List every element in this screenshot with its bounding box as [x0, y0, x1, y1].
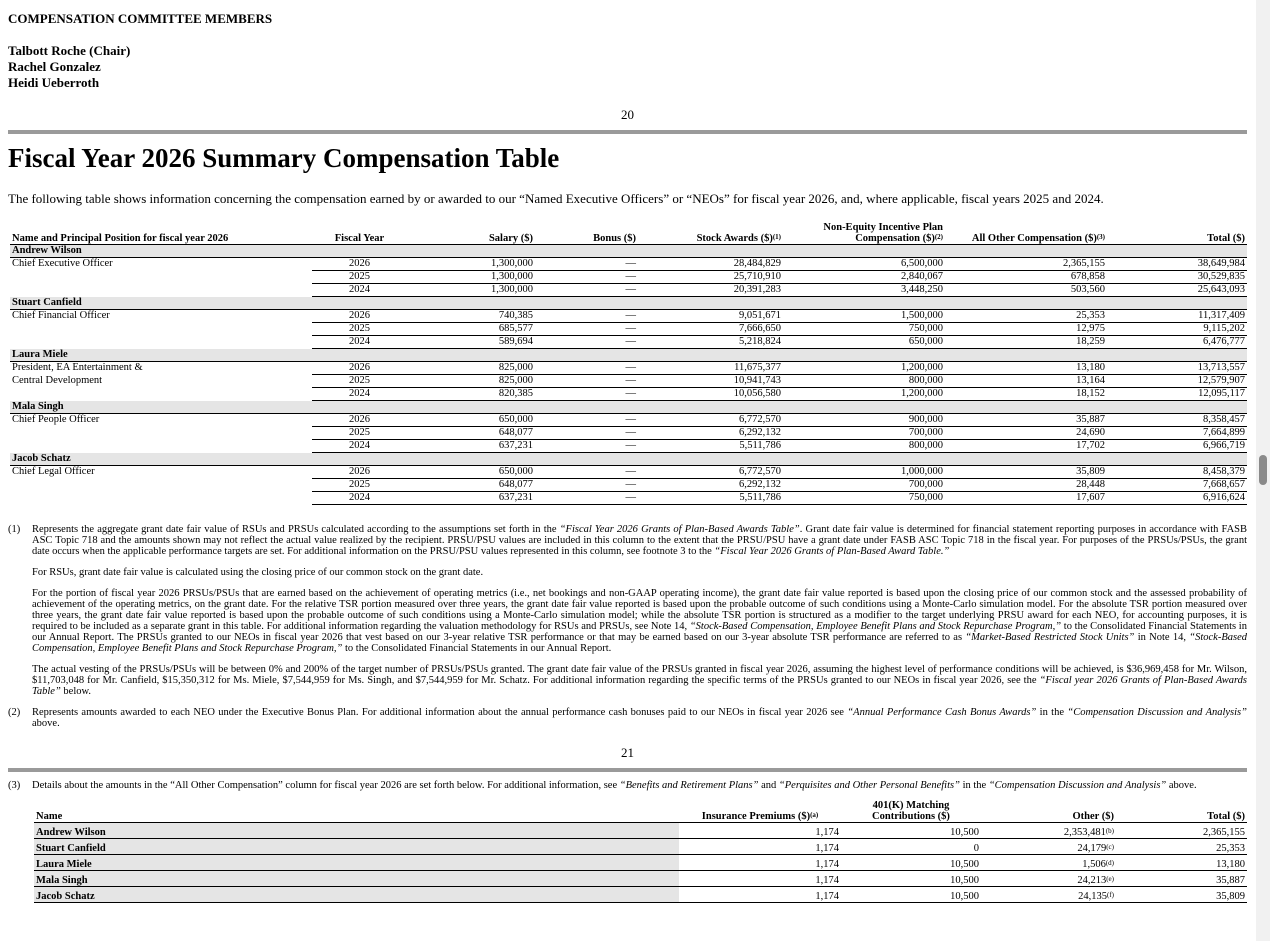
- table-cell: 650,000: [407, 466, 535, 479]
- table-cell: 1,200,000: [783, 362, 945, 375]
- table-cell: 2025: [312, 375, 407, 388]
- executive-name: Stuart Canfield: [34, 839, 679, 855]
- table-cell: 2026: [312, 258, 407, 271]
- table-cell: 7,664,899: [1107, 427, 1247, 440]
- table-cell: 800,000: [783, 375, 945, 388]
- table-cell: —: [535, 466, 638, 479]
- compensation-row: [10, 271, 1247, 284]
- table-cell: 2024: [312, 284, 407, 297]
- compensation-row: [10, 388, 1247, 401]
- table-cell: 685,577: [407, 323, 535, 336]
- table-cell: —: [535, 492, 638, 505]
- table-cell: 38,649,984: [1107, 258, 1247, 271]
- compensation-row: [10, 284, 1247, 297]
- principal-position: [10, 440, 312, 453]
- table-cell: 6,772,570: [638, 466, 783, 479]
- table-cell: 25,643,093: [1107, 284, 1247, 297]
- table-cell: 20,391,283: [638, 284, 783, 297]
- table-cell: 1,174: [679, 871, 841, 887]
- compensation-row: [10, 466, 1247, 479]
- table-cell: 7,666,650: [638, 323, 783, 336]
- header-bonus: Bonus ($): [535, 222, 638, 245]
- table-cell: 6,772,570: [638, 414, 783, 427]
- table-cell: —: [535, 414, 638, 427]
- table-cell: 35,809: [945, 466, 1107, 479]
- table-cell: 2025: [312, 427, 407, 440]
- table-cell: 589,694: [407, 336, 535, 349]
- table-cell: 2025: [312, 323, 407, 336]
- committee-heading: COMPENSATION COMMITTEE MEMBERS: [8, 11, 273, 26]
- table-cell: 9,051,671: [638, 310, 783, 323]
- table-cell: 648,077: [407, 479, 535, 492]
- table-cell: 25,710,910: [638, 271, 783, 284]
- header-other: Other ($): [981, 800, 1116, 823]
- summary-table-body: [10, 245, 1247, 505]
- scrollbar-track[interactable]: [1256, 0, 1270, 941]
- table-cell: 1,174: [679, 839, 841, 855]
- table-cell: 648,077: [407, 427, 535, 440]
- table-cell: 1,174: [679, 855, 841, 871]
- table-cell: 6,966,719: [1107, 440, 1247, 453]
- header-name: Name: [34, 800, 679, 823]
- table-cell: 1,300,000: [407, 258, 535, 271]
- executive-name-row: [10, 401, 1247, 414]
- table-cell: 700,000: [783, 427, 945, 440]
- footnote-1-prsu-paragraph: For the portion of fiscal year 2026 PRSUs/PSUs that are earned based on the achievement of operating metrics (i.e., net bookings and non-GAAP operating income), the grant date fair value reported is based upon the closing price of our common stock and the assessed probability of achievement of the operating metrics, on the grant date. For the relative TSR portion measured over three years, the grant date fair value reported is based upon the probable outcome of such conditions using a Monte-Carlo simulation model. For the absolute TSR portion measured over three years, the grant date fair value reported is based upon the probable outcome of such conditions using a Monte-Carlo simulation model; while the absolute TSR portion is structured as a modifier to the target underlying PRSU award for each NEO, for accounting purposes, it is required to be included as a separate grant in this table. For additional information regarding the valuation methodology for RSUs and PRSUs, see Note 14, “Stock-Based Compensation, Employee Benefit Plans and Stock Repurchase Program,” to the Consolidated Financial Statements in our Annual Report. The PRSUs granted to our NEOs in fiscal year 2026 that vest based on our 3-year relative TSR performance or that may be earned based on our 3-year absolute TSR performance are referred to as “Market-Based Restricted Stock Units” in Note 14, “Stock-Based Compensation, Employee Benefit Plans and Stock Repurchase Program,” to the Consolidated Financial Statements in our Annual Report.: [32, 588, 1247, 654]
- table-cell: 825,000: [407, 375, 535, 388]
- scrollbar-thumb[interactable]: [1259, 455, 1267, 485]
- compensation-row: [10, 323, 1247, 336]
- table-cell: 10,500: [841, 871, 981, 887]
- executive-name: Mala Singh: [10, 401, 1247, 414]
- table-cell: 2026: [312, 414, 407, 427]
- table-cell: 1,174: [679, 823, 841, 839]
- table-cell: 10,500: [841, 855, 981, 871]
- table-cell: 13,164: [945, 375, 1107, 388]
- table-cell: 1,000,000: [783, 466, 945, 479]
- table-cell: 1,500,000: [783, 310, 945, 323]
- footnote-1-rsu-paragraph: For RSUs, grant date fair value is calculated using the closing price of our common stock on the grant date.: [32, 567, 484, 578]
- table-cell: 25,353: [945, 310, 1107, 323]
- principal-position: [10, 492, 312, 505]
- principal-position: [10, 427, 312, 440]
- executive-name: Laura Miele: [34, 855, 679, 871]
- table-cell: 1,174: [679, 887, 841, 903]
- table-cell: 10,056,580: [638, 388, 783, 401]
- principal-position: [10, 271, 312, 284]
- table-cell: —: [535, 388, 638, 401]
- header-salary: Salary ($): [407, 222, 535, 245]
- table-cell: 6,916,624: [1107, 492, 1247, 505]
- table-cell: 30,529,835: [1107, 271, 1247, 284]
- table-cell: 678,858: [945, 271, 1107, 284]
- table-cell: —: [535, 479, 638, 492]
- table-cell: 2024: [312, 336, 407, 349]
- table-cell: 5,511,786: [638, 492, 783, 505]
- table-cell: 2026: [312, 466, 407, 479]
- compensation-row: [10, 440, 1247, 453]
- executive-name: Andrew Wilson: [34, 823, 679, 839]
- table-cell: 10,500: [841, 823, 981, 839]
- intro-paragraph: The following table shows information concerning the compensation earned by or awarded to our “Named Executive Officers” or “NEOs” for fiscal year 2026, and, where applicable, fiscal years 2025 and 2024.: [8, 191, 1104, 206]
- compensation-row: [10, 362, 1247, 375]
- table-cell: 2024: [312, 440, 407, 453]
- header-total: Total ($): [1107, 222, 1247, 245]
- table-cell: 1,506$^{(d)}$: [981, 855, 1116, 871]
- table-cell: 6,500,000: [783, 258, 945, 271]
- table-cell: 24,213$^{(e)}$: [981, 871, 1116, 887]
- executive-name: Jacob Schatz: [34, 887, 679, 903]
- table-cell: 24,690: [945, 427, 1107, 440]
- table-cell: —: [535, 427, 638, 440]
- table-cell: 12,975: [945, 323, 1107, 336]
- footnote-1: (1) Represents the aggregate grant date fair value of RSUs and PRSUs calculated according to the assumptions set forth in the “Fiscal Year 2026 Grants of Plan-Based Awards Table”. Grant date fair value is determined for financial statement reporting purposes in accordance with FASB ASC Topic 718 and the amounts shown may not reflect the actual value realized by the recipient. PRSU/PSU values are included in this column to the extent that the PRSU/PSU have a grant date under FASB ASC Topic 718 in the fiscal year. For purposes of the PRSUs/PSUs, the grant date occurs when the applicable performance targets are set. For additional information on the PRSU/PSU values represented in this column, see footnote 3 to the “Fiscal Year 2026 Grants of Plan-Based Award Table.”: [8, 524, 1248, 557]
- table-cell: 750,000: [783, 492, 945, 505]
- table-cell: 11,675,377: [638, 362, 783, 375]
- table-cell: —: [535, 284, 638, 297]
- table-cell: 0: [841, 839, 981, 855]
- table-cell: 24,179$^{(c)}$: [981, 839, 1116, 855]
- table-cell: 35,809: [1116, 887, 1247, 903]
- page-divider: [8, 768, 1247, 772]
- table-cell: —: [535, 336, 638, 349]
- table-cell: 13,180: [1116, 855, 1247, 871]
- table-cell: 750,000: [783, 323, 945, 336]
- principal-position: [10, 388, 312, 401]
- executive-name-row: [10, 349, 1247, 362]
- table-cell: 2026: [312, 310, 407, 323]
- table-header-row: [10, 222, 1247, 245]
- table-cell: —: [535, 310, 638, 323]
- principal-position: [10, 284, 312, 297]
- table-cell: 2,365,155: [1116, 823, 1247, 839]
- executive-name: Jacob Schatz: [10, 453, 1247, 466]
- page-title: Fiscal Year 2026 Summary Compensation Table: [8, 143, 560, 173]
- table-cell: 10,941,743: [638, 375, 783, 388]
- table-cell: 700,000: [783, 479, 945, 492]
- table-cell: 10,500: [841, 887, 981, 903]
- table-cell: —: [535, 362, 638, 375]
- table-cell: 5,511,786: [638, 440, 783, 453]
- table-cell: 2026: [312, 362, 407, 375]
- table-cell: 820,385: [407, 388, 535, 401]
- executive-name: Stuart Canfield: [10, 297, 1247, 310]
- table-row: [34, 839, 1247, 855]
- compensation-row: [10, 479, 1247, 492]
- executive-name-row: [10, 453, 1247, 466]
- executive-name-row: [10, 297, 1247, 310]
- table-cell: 2,840,067: [783, 271, 945, 284]
- table-cell: 11,317,409: [1107, 310, 1247, 323]
- compensation-row: [10, 414, 1247, 427]
- table-cell: 650,000: [783, 336, 945, 349]
- table-cell: 1,300,000: [407, 284, 535, 297]
- header-insurance: Insurance Premiums ($)$^{(a)}$: [679, 800, 841, 823]
- table-cell: 8,458,379: [1107, 466, 1247, 479]
- header-total: Total ($): [1116, 800, 1247, 823]
- header-fiscal-year: Fiscal Year: [312, 222, 407, 245]
- table-row: [34, 871, 1247, 887]
- principal-position: President, EA Entertainment &: [12, 362, 143, 373]
- executive-name-row: [10, 245, 1247, 258]
- table-cell: 28,448: [945, 479, 1107, 492]
- table-cell: 825,000: [407, 362, 535, 375]
- executive-name: Andrew Wilson: [10, 245, 1247, 258]
- page-divider: [8, 130, 1247, 134]
- table-cell: 1,300,000: [407, 271, 535, 284]
- committee-member: Heidi Ueberroth: [8, 75, 100, 90]
- table-cell: 2025: [312, 271, 407, 284]
- header-name-position: Name and Principal Position for fiscal year 2026: [10, 222, 312, 245]
- principal-position: Chief Executive Officer: [12, 258, 113, 269]
- footnote-1-vesting-paragraph: The actual vesting of the PRSUs/PSUs will be between 0% and 200% of the target number of PRSUs/PSUs granted. The grant date fair value of the PRSUs granted in fiscal year 2026, assuming the highest level of performance conditions will be achieved, is $36,969,458 for Mr. Wilson, $11,703,048 for Mr. Canfield, $15,350,312 for Ms. Miele, $7,544,959 for Ms. Singh, and $7,544,959 for Mr. Schatz. For additional information regarding the specific terms of the PRSUs granted to our NEOs in fiscal year 2026, see the “Fiscal year 2026 Grants of Plan-Based Awards Table” below.: [32, 664, 1247, 697]
- table-row: [34, 823, 1247, 839]
- compensation-row: [10, 427, 1247, 440]
- compensation-row: [10, 492, 1247, 505]
- table-cell: 8,358,457: [1107, 414, 1247, 427]
- header-stock-awards: Stock Awards ($)$^{(1)}$: [638, 222, 783, 245]
- principal-position: Chief Legal Officer: [12, 466, 95, 477]
- table-cell: 18,152: [945, 388, 1107, 401]
- footnote-3: (3) Details about the amounts in the “All Other Compensation” column for fiscal year 2026 are set forth below. For additional information, see “Benefits and Retirement Plans” and “Perquisites and Other Personal Benefits” in the “Compensation Discussion and Analysis” above.: [8, 780, 1197, 791]
- compensation-row: [10, 375, 1247, 388]
- executive-name: Mala Singh: [34, 871, 679, 887]
- table-cell: 28,484,829: [638, 258, 783, 271]
- table-cell: 5,218,824: [638, 336, 783, 349]
- table-cell: 503,560: [945, 284, 1107, 297]
- table-header-row: [34, 800, 1247, 823]
- table-cell: 2025: [312, 479, 407, 492]
- table-cell: 17,702: [945, 440, 1107, 453]
- table-cell: 1,200,000: [783, 388, 945, 401]
- table-cell: 13,713,557: [1107, 362, 1247, 375]
- table-cell: 6,476,777: [1107, 336, 1247, 349]
- committee-member: Talbott Roche (Chair): [8, 43, 131, 58]
- table-cell: 2,365,155: [945, 258, 1107, 271]
- compensation-row: [10, 258, 1247, 271]
- table-cell: 24,135$^{(f)}$: [981, 887, 1116, 903]
- aoc-table-body: [34, 823, 1247, 903]
- table-cell: 25,353: [1116, 839, 1247, 855]
- table-cell: 2024: [312, 388, 407, 401]
- principal-position: Central Development: [12, 374, 103, 386]
- table-cell: 800,000: [783, 440, 945, 453]
- header-non-equity: Non-Equity Incentive Plan Compensation ($)$^{(2)}$: [783, 222, 945, 245]
- table-cell: —: [535, 271, 638, 284]
- table-cell: 3,448,250: [783, 284, 945, 297]
- table-cell: 2024: [312, 492, 407, 505]
- table-row: [34, 887, 1247, 903]
- table-cell: 12,095,117: [1107, 388, 1247, 401]
- table-cell: 650,000: [407, 414, 535, 427]
- table-cell: 12,579,907: [1107, 375, 1247, 388]
- table-cell: 7,668,657: [1107, 479, 1247, 492]
- table-cell: —: [535, 323, 638, 336]
- principal-position: Chief Financial Officer: [12, 310, 110, 321]
- compensation-row: [10, 310, 1247, 323]
- footnote-2: (2) Represents amounts awarded to each NEO under the Executive Bonus Plan. For additional information about the annual performance cash bonuses paid to our NEOs in fiscal year 2026 see “Annual Performance Cash Bonus Awards” in the “Compensation Discussion and Analysis” above.: [8, 707, 1247, 729]
- page-number: 20: [621, 107, 634, 122]
- summary-compensation-table: [10, 222, 1247, 505]
- all-other-compensation-table: [34, 800, 1247, 903]
- header-all-other: All Other Compensation ($)$^{(3)}$: [945, 222, 1107, 245]
- committee-member: Rachel Gonzalez: [8, 59, 101, 74]
- principal-position: [10, 336, 312, 349]
- table-row: [34, 855, 1247, 871]
- table-cell: 637,231: [407, 492, 535, 505]
- principal-position: [10, 479, 312, 492]
- table-cell: —: [535, 375, 638, 388]
- table-cell: 637,231: [407, 440, 535, 453]
- table-cell: 740,385: [407, 310, 535, 323]
- principal-position: [10, 323, 312, 336]
- compensation-row: [10, 336, 1247, 349]
- table-cell: 900,000: [783, 414, 945, 427]
- table-cell: 9,115,202: [1107, 323, 1247, 336]
- table-cell: 35,887: [1116, 871, 1247, 887]
- table-cell: 18,259: [945, 336, 1107, 349]
- principal-position: Chief People Officer: [12, 414, 100, 425]
- header-401k: 401(K) Matching Contributions ($): [841, 800, 981, 823]
- table-cell: 35,887: [945, 414, 1107, 427]
- table-cell: 17,607: [945, 492, 1107, 505]
- executive-name: Laura Miele: [10, 349, 1247, 362]
- table-cell: —: [535, 258, 638, 271]
- table-cell: 13,180: [945, 362, 1107, 375]
- page-number: 21: [621, 745, 634, 760]
- table-cell: 2,353,481$^{(b)}$: [981, 823, 1116, 839]
- table-cell: 6,292,132: [638, 427, 783, 440]
- table-cell: 6,292,132: [638, 479, 783, 492]
- table-cell: —: [535, 440, 638, 453]
